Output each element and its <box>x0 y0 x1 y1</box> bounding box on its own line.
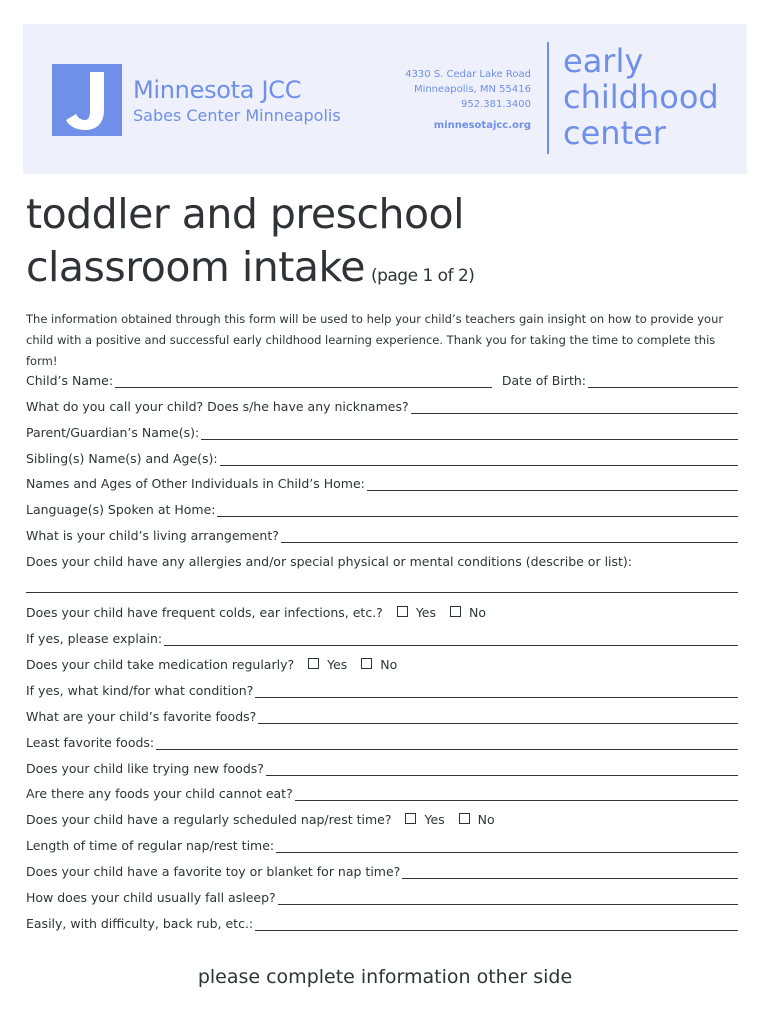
living-field[interactable] <box>281 528 738 543</box>
medication-no-label: No <box>380 657 398 672</box>
nap-toy-row <box>26 859 738 879</box>
colds-explain-label: If yes, please explain: <box>26 631 163 646</box>
language-field[interactable] <box>217 502 738 517</box>
nap-length-row <box>26 833 738 853</box>
nap-no-checkbox[interactable] <box>459 813 470 824</box>
living-row <box>26 523 738 543</box>
easily-row <box>26 911 738 931</box>
nickname-row <box>26 394 738 414</box>
jcc-logo <box>52 64 122 136</box>
medication-yes-checkbox[interactable] <box>308 658 319 669</box>
easily-label: Easily, with difficulty, back rub, etc.: <box>26 916 254 931</box>
nickname-label: What do you call your child? Does s/he have any nicknames? <box>26 399 409 414</box>
address-line-2: Minneapolis, MN 55416 <box>413 84 531 95</box>
new-foods-field[interactable] <box>266 761 738 776</box>
medication-no-checkbox[interactable] <box>361 658 372 669</box>
new-foods-row <box>26 756 738 776</box>
cannot-eat-label: Are there any foods your child cannot eat? <box>26 786 293 801</box>
nap-yes-label: Yes <box>424 812 445 827</box>
header-divider <box>547 42 549 154</box>
medication-row <box>26 652 738 672</box>
medication-kind-row <box>26 678 738 698</box>
colds-yes-label: Yes <box>415 605 436 620</box>
program-line-1: early <box>563 42 644 80</box>
others-row <box>26 471 738 491</box>
favorite-foods-field[interactable] <box>258 709 738 724</box>
program-line-2: childhood <box>563 78 719 116</box>
phone-number: 952.381.3400 <box>461 99 531 110</box>
living-label: What is your child’s living arrangement? <box>26 528 279 543</box>
intro-line-1: The information obtained through this form will be used to help your child’s teachers gain insight on how to provide your <box>26 312 724 326</box>
allergies-field[interactable] <box>26 578 738 593</box>
siblings-label: Sibling(s) Name(s) and Age(s): <box>26 451 218 466</box>
footer-note: please complete information other side <box>197 966 573 988</box>
child-name-label: Child’s Name: <box>26 373 114 388</box>
nap-length-label: Length of time of regular nap/rest time: <box>26 838 275 853</box>
siblings-field[interactable] <box>220 451 738 466</box>
colds-no-label: No <box>469 605 486 620</box>
cannot-eat-row <box>26 781 738 801</box>
nap-yes-checkbox[interactable] <box>405 813 416 824</box>
medication-yes-label: Yes <box>327 657 348 672</box>
easily-field[interactable] <box>255 916 738 931</box>
dob-field[interactable] <box>588 373 738 388</box>
colds-label: Does your child have frequent colds, ear infections, etc.? <box>26 605 383 620</box>
fall-asleep-label: How does your child usually fall asleep? <box>26 890 276 905</box>
new-foods-label: Does your child like trying new foods? <box>26 761 264 776</box>
least-foods-row <box>26 730 738 750</box>
colds-row <box>26 600 738 620</box>
nap-label: Does your child have a regularly scheduled nap/rest time? <box>26 812 392 827</box>
form-title-text: classroom intake <box>26 243 365 291</box>
siblings-row <box>26 446 738 466</box>
form-title-line-1: toddler and preschool <box>26 190 465 238</box>
colds-no-checkbox[interactable] <box>450 606 461 617</box>
fall-asleep-row <box>26 885 738 905</box>
medication-label: Does your child take medication regularly? <box>26 657 295 672</box>
j-letter-icon <box>52 64 122 136</box>
nap-row <box>26 807 738 827</box>
nap-toy-label: Does your child have a favorite toy or blanket for nap time? <box>26 864 401 879</box>
least-foods-field[interactable] <box>156 735 738 750</box>
org-name: Minnesota JCC <box>133 76 302 104</box>
child-name-field[interactable] <box>115 373 492 388</box>
nap-no-label: No <box>477 812 495 827</box>
colds-explain-row <box>26 626 738 646</box>
language-row <box>26 497 738 517</box>
address-line-1: 4330 S. Cedar Lake Road <box>405 69 531 80</box>
letterhead <box>23 24 747 174</box>
language-label: Language(s) Spoken at Home: <box>26 502 216 517</box>
least-foods-label: Least favorite foods: <box>26 735 155 750</box>
nap-length-field[interactable] <box>276 838 738 853</box>
program-line-3: center <box>563 114 666 152</box>
dob-label: Date of Birth: <box>501 373 586 388</box>
allergies-row <box>26 549 738 569</box>
favorite-foods-row <box>26 704 738 724</box>
fall-asleep-field[interactable] <box>278 890 738 905</box>
form-title-line-2 <box>26 243 474 291</box>
colds-explain-field[interactable] <box>164 631 738 646</box>
favorite-foods-label: What are your child’s favorite foods? <box>26 709 257 724</box>
website: minnesotajcc.org <box>433 120 531 131</box>
page-note: (page 1 of 2) <box>370 266 475 286</box>
others-field[interactable] <box>367 476 738 491</box>
medication-kind-field[interactable] <box>255 683 738 698</box>
others-label: Names and Ages of Other Individuals in Child’s Home: <box>26 476 365 491</box>
cannot-eat-field[interactable] <box>295 786 738 801</box>
child-name-row <box>26 368 738 388</box>
nap-toy-field[interactable] <box>402 864 738 879</box>
colds-yes-checkbox[interactable] <box>397 606 408 617</box>
parents-field[interactable] <box>201 425 738 440</box>
parents-row <box>26 420 738 440</box>
org-subtitle: Sabes Center Minneapolis <box>133 106 341 125</box>
nickname-field[interactable] <box>411 399 738 414</box>
medication-kind-label: If yes, what kind/for what condition? <box>26 683 254 698</box>
allergies-label: Does your child have any allergies and/or special physical or mental conditions (describe or list): <box>26 554 633 569</box>
parents-label: Parent/Guardian’s Name(s): <box>26 425 200 440</box>
intro-line-2: child with a positive and successful early childhood learning experience. Thank you for taking the time to complete this form! <box>26 333 716 368</box>
